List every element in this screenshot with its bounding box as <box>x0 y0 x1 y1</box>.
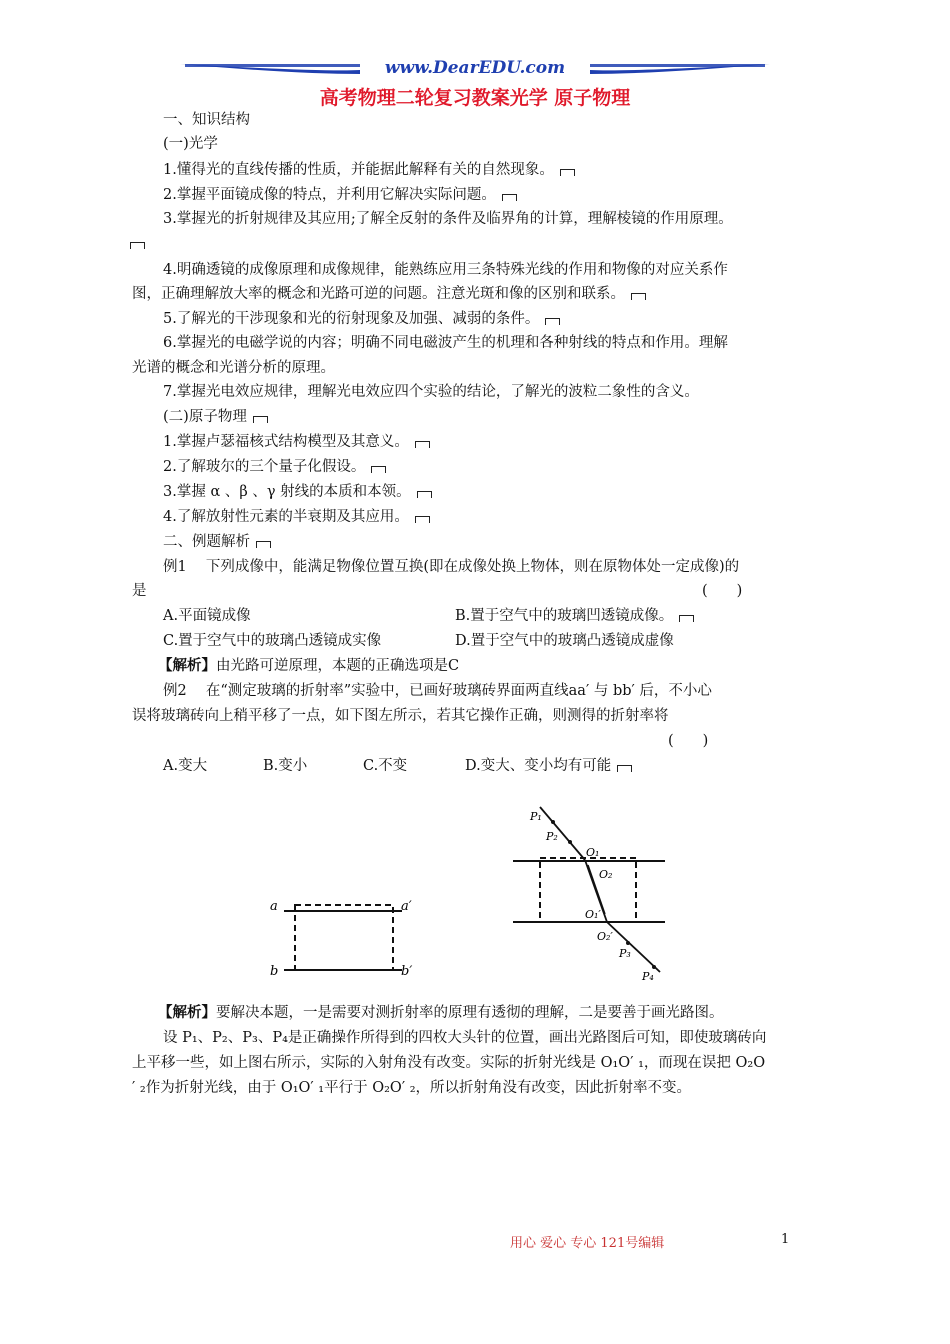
bracket-mark-icon <box>130 233 145 253</box>
list-item: 4.了解放射性元素的半衰期及其应用。 <box>163 507 430 527</box>
label-b: b <box>270 964 279 979</box>
example-question: 例2 在“测定玻璃的折射率”实验中，已画好玻璃砖界面两直线aa′ 与 bb′ 后，不小心 <box>163 683 712 699</box>
label-a-prime: a′ <box>401 899 412 914</box>
bracket-mark-icon <box>415 516 430 523</box>
example-question: 例1 下列成像中，能满足物像位置互换(即在成像处换上物体，则在原物体处一定成像)的 <box>163 559 740 575</box>
option-a: A.变大 <box>163 758 208 774</box>
list-item: 5.了解光的干涉现象和光的衍射现象及加强、减弱的条件。 <box>163 309 560 329</box>
solution-text: 上平移一些，如上图右所示，实际的入射角没有改变。实际的折射光线是 O₁O′ ₁，而现在误把 O₂O <box>132 1055 766 1071</box>
option-b: B.变小 <box>263 758 308 774</box>
list-item-cont: 光谱的概念和光谱分析的原理。 <box>132 360 335 376</box>
solution: 【解析】要解决本题，一是需要对测折射率的原理有透彻的理解，二是要善于画光路图。 <box>158 1004 724 1021</box>
label-o2: O₂ <box>599 868 613 881</box>
label-b-prime: b′ <box>401 964 413 979</box>
bracket-mark-icon <box>679 615 694 622</box>
subsection-heading: (一)光学 <box>163 136 218 152</box>
section-heading: 二、例题解析 <box>163 532 271 552</box>
list-item: 3.掌握光的折射规律及其应用;了解全反射的条件及临界角的计算，理解棱镜的作用原理。 <box>163 211 733 227</box>
list-item: 3.掌握 α 、β 、γ 射线的本质和本领。 <box>163 482 432 502</box>
subsection-heading: (二)原子物理 <box>163 407 268 427</box>
bracket-mark-icon <box>256 541 271 548</box>
list-item: 4.明确透镜的成像原理和成像规律，能熟练应用三条特殊光线的作用和物像的对应关系作 <box>163 262 728 278</box>
bracket-mark-icon <box>417 491 432 498</box>
example-question-cont: 误将玻璃砖向上稍平移了一点，如下图左所示，若其它操作正确，则测得的折射率将 <box>132 708 669 724</box>
option-d: D.变大、变小均有可能 <box>465 756 632 776</box>
list-item: 7.掌握光电效应规律，理解光电效应四个实验的结论，了解光的波粒二象性的含义。 <box>163 384 699 400</box>
figure-light-path <box>510 800 670 985</box>
bracket-mark-icon <box>371 466 386 473</box>
bracket-mark-icon <box>617 765 632 772</box>
site-url[interactable]: www.DearEDU.com <box>384 58 566 78</box>
page-title: 高考物理二轮复习教案光学 原子物理 <box>319 87 631 109</box>
label-a: a <box>270 899 278 914</box>
solution: 【解析】由光路可逆原理，本题的正确选项是C <box>158 657 460 674</box>
list-item: 1.掌握卢瑟福核式结构模型及其意义。 <box>163 432 430 452</box>
answer-paren: ( ) <box>668 733 709 749</box>
option-a: A.平面镜成像 <box>163 608 251 624</box>
solution-text: ′ ₂作为折射光线，由于 O₁O′ ₁平行于 O₂O′ ₂，所以折射角没有改变，因此折射率不变。 <box>132 1080 692 1096</box>
bracket-mark-icon <box>253 416 268 423</box>
solution-text: 设 P₁、P₂、P₃、P₄是正确操作所得到的四枚大头针的位置，画出光路图后可知，即使玻璃砖向 <box>163 1030 767 1046</box>
emergent-ray <box>607 922 660 972</box>
option-c: C.置于空气中的玻璃凸透镜成实像 <box>163 633 382 649</box>
list-item: 6.掌握光的电磁学说的内容；明确不同电磁波产生的机理和各种射线的特点和作用。理解 <box>163 335 728 351</box>
list-item: 2.了解玻尔的三个量子化假设。 <box>163 457 386 477</box>
list-item: 2.掌握平面镜成像的特点，并利用它解决实际问题。 <box>163 185 517 205</box>
option-b: B.置于空气中的玻璃凹透镜成像。 <box>455 606 694 626</box>
label-o2-prime: O₂′ <box>597 930 613 943</box>
label-p1: P₁ <box>530 810 542 823</box>
bracket-mark-icon <box>631 293 646 300</box>
option-d: D.置于空气中的玻璃凸透镜成虚像 <box>455 633 674 649</box>
bracket-mark-icon <box>560 169 575 176</box>
page-number: 1 <box>781 1232 790 1247</box>
list-item-cont: 图，正确理解放大率的概念和光路可逆的问题。注意光斑和像的区别和联系。 <box>132 284 646 304</box>
bracket-mark-icon <box>502 194 517 201</box>
example-question-cont: 是 <box>132 583 147 599</box>
list-item: 1.懂得光的直线传播的性质，并能据此解释有关的自然现象。 <box>163 160 575 180</box>
option-c: C.不变 <box>363 758 408 774</box>
bracket-mark-icon <box>545 318 560 325</box>
label-p3: P₃ <box>619 947 631 960</box>
glass-block <box>295 905 393 970</box>
label-p4: P₄ <box>642 970 654 983</box>
label-o1: O₁ <box>586 846 600 859</box>
answer-paren: ( ) <box>702 583 743 599</box>
bracket-mark-icon <box>415 441 430 448</box>
label-p2: P₂ <box>546 830 558 843</box>
footer-text: 用心 爱心 专心 121号编辑 <box>510 1236 665 1251</box>
label-o1-prime: O₁′ <box>585 908 601 921</box>
figure-glass-shifted <box>262 893 432 983</box>
section-heading: 一、知识结构 <box>163 112 250 128</box>
